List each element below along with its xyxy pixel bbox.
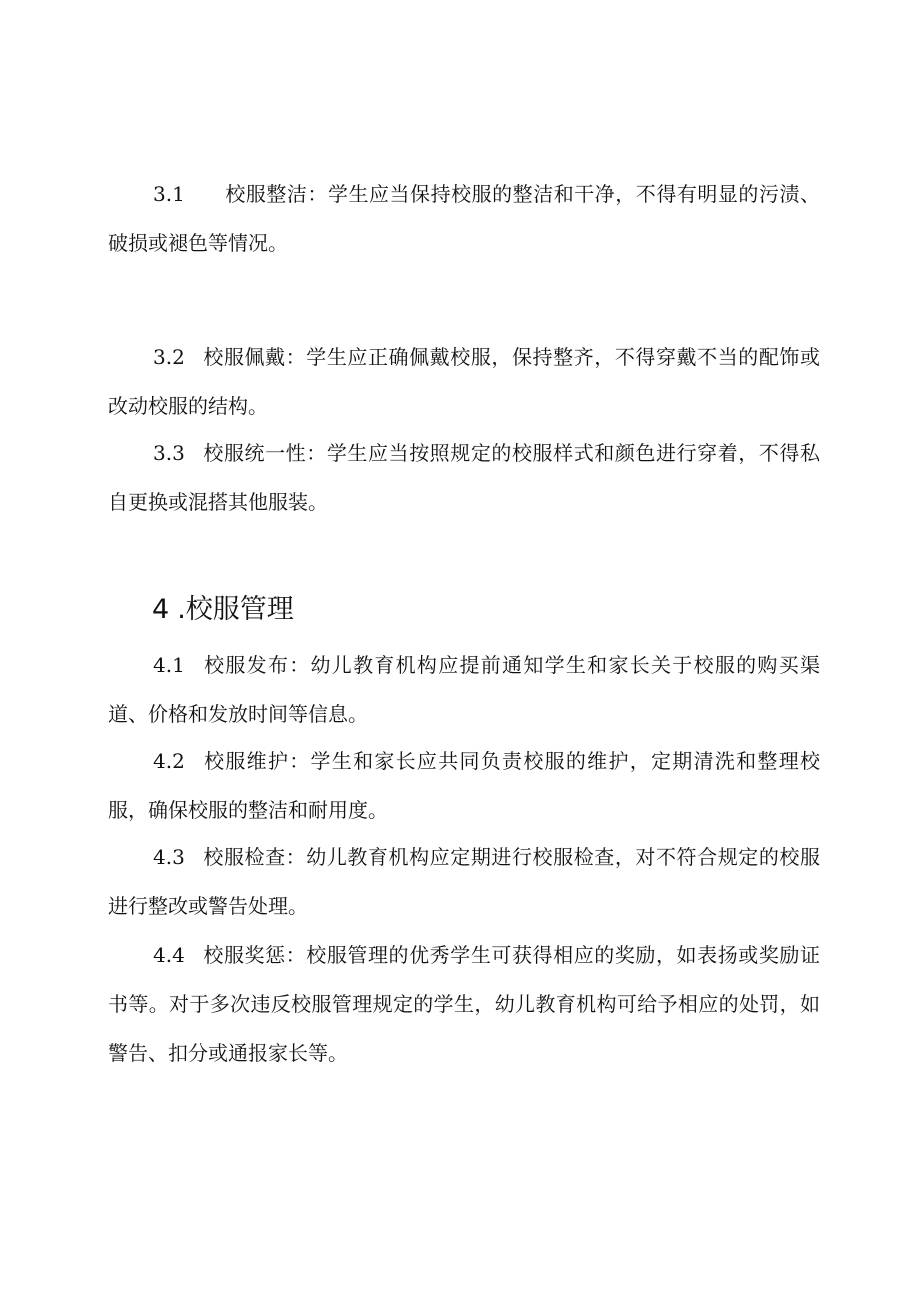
- clause-number: 4.2: [153, 749, 185, 773]
- clause-text: 校服佩戴：学生应正确佩戴校服，保持整齐，不得穿戴不当的配饰或改动校服的结构。: [108, 345, 820, 418]
- clause-3-1: [108, 170, 820, 268]
- clause-text: 校服检查：幼儿教育机构应定期进行校服检查，对不符合规定的校服进行整改或警告处理。: [108, 845, 820, 918]
- section-heading-text: .校服管理: [177, 594, 294, 625]
- clause-4-1: [108, 641, 820, 739]
- clause-3-2: [108, 333, 820, 431]
- clause-number: 3.3: [153, 441, 185, 465]
- clause-number: 4.1: [153, 653, 185, 677]
- clause-number: 3.2: [153, 345, 185, 369]
- clause-text: 校服奖惩：校服管理的优秀学生可获得相应的奖励，如表扬或奖励证书等。对于多次违反校服管理规定的学生，幼儿教育机构可给予相应的处罚，如警告、扣分或通报家长等。: [108, 943, 820, 1065]
- clause-number: 4.3: [153, 845, 185, 869]
- clause-number: 3.1: [153, 182, 185, 206]
- clause-text: 校服统一性：学生应当按照规定的校服样式和颜色进行穿着，不得私自更换或混搭其他服装。: [108, 441, 820, 514]
- clause-4-4: [108, 931, 820, 1078]
- section-heading-number: 4: [152, 594, 170, 625]
- section-heading: [152, 588, 294, 632]
- clause-4-2: [108, 737, 820, 835]
- clause-text: 校服发布：幼儿教育机构应提前通知学生和家长关于校服的购买渠道、价格和发放时间等信息。: [108, 653, 820, 726]
- clause-4-3: [108, 833, 820, 931]
- clause-number: 4.4: [153, 943, 185, 967]
- clause-text: 校服整洁：学生应当保持校服的整洁和干净，不得有明显的污渍、破损或褪色等情况。: [108, 182, 820, 255]
- clause-3-3: [108, 429, 820, 527]
- clause-text: 校服维护：学生和家长应共同负责校服的维护，定期清洗和整理校服，确保校服的整洁和耐用度。: [108, 749, 820, 822]
